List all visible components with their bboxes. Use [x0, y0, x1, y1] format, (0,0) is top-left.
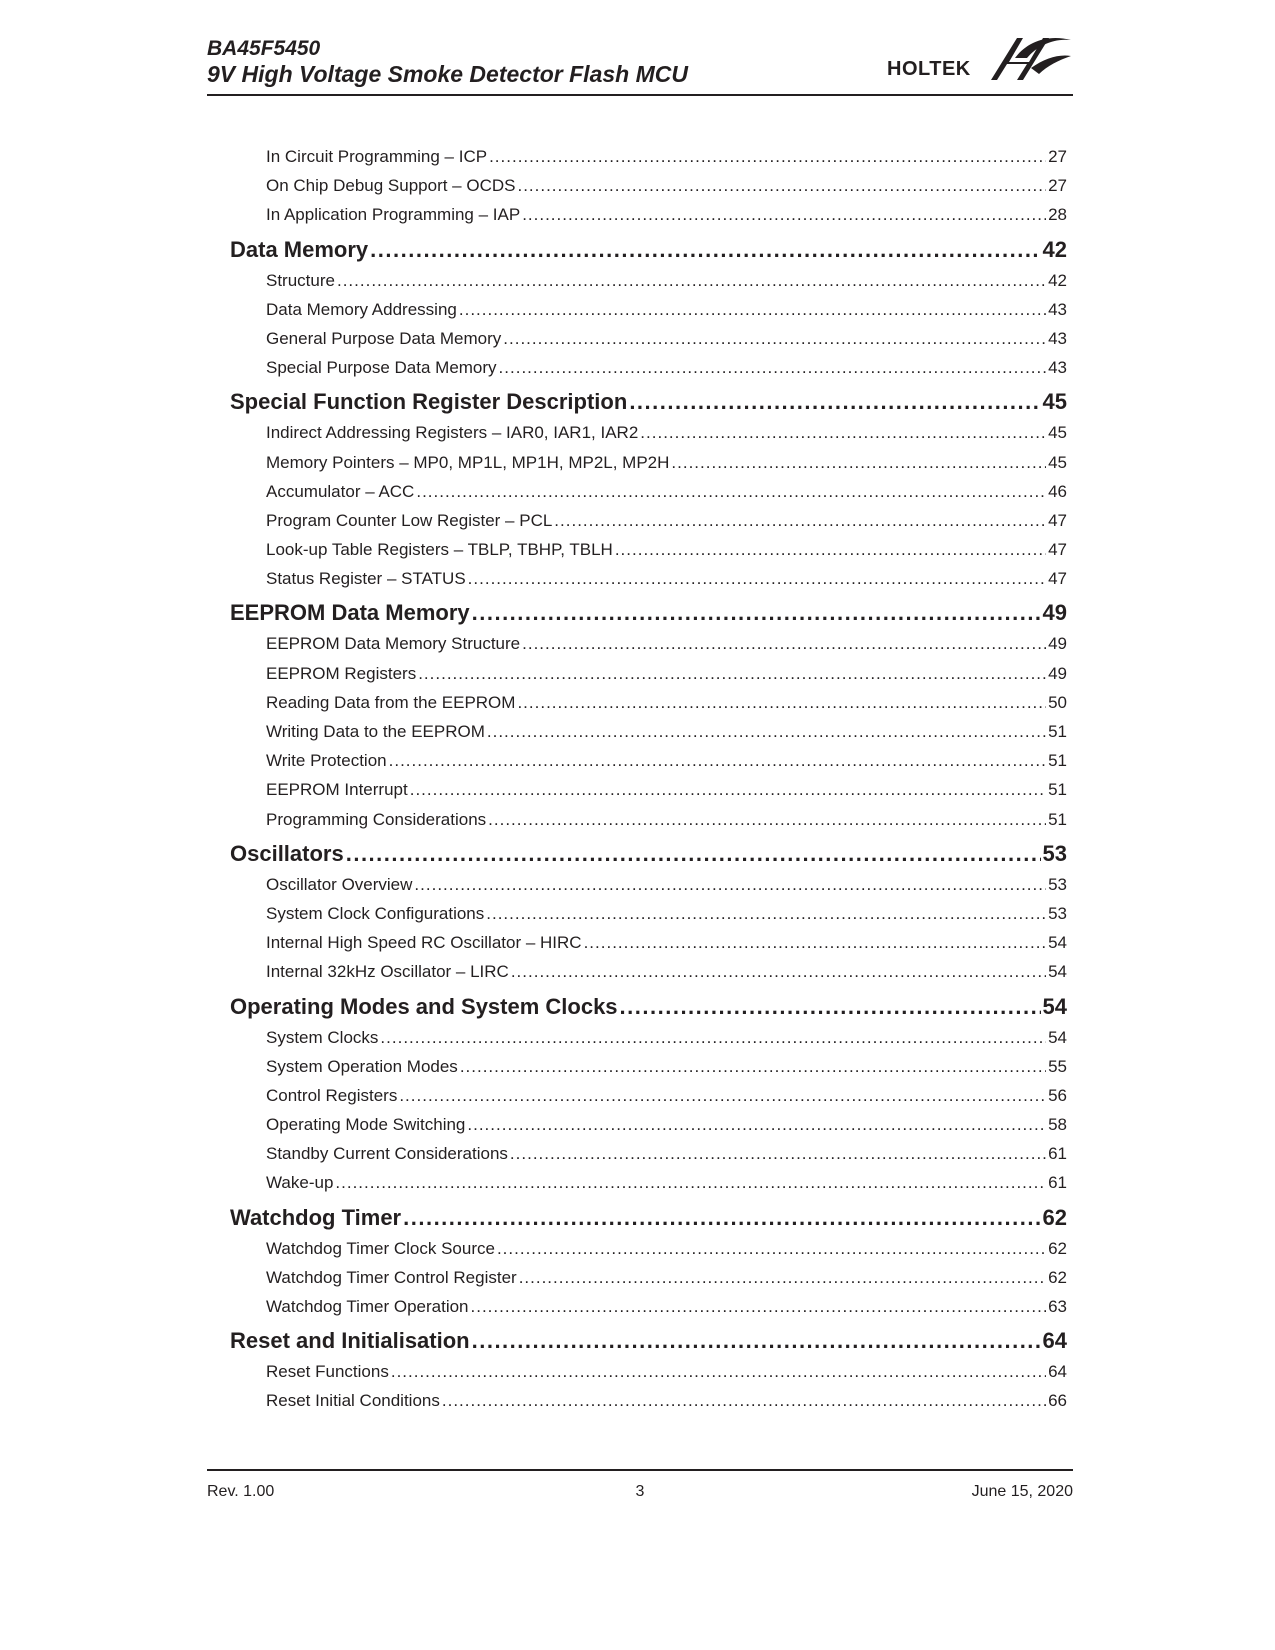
toc-entry[interactable]: [230, 1386, 1067, 1415]
toc-entry-label: Oscillator Overview: [266, 874, 413, 894]
dot-leader: [522, 629, 1046, 658]
dot-leader: [471, 1292, 1047, 1321]
toc-entry-label: Indirect Addressing Registers – IAR0, IAR1, IAR2: [266, 423, 639, 443]
doc-subtitle: 9V High Voltage Smoke Detector Flash MCU: [207, 61, 688, 87]
toc-section-heading[interactable]: [230, 1325, 1067, 1357]
toc-entry-page: 51: [1048, 751, 1067, 771]
dot-leader: [511, 957, 1046, 986]
dot-leader: [487, 717, 1046, 746]
toc-entry-page: 50: [1048, 692, 1067, 712]
toc-entry[interactable]: [230, 717, 1067, 746]
toc-entry[interactable]: [230, 324, 1067, 353]
dot-leader: [488, 805, 1046, 834]
toc-entry-page: 45: [1048, 423, 1067, 443]
toc-entry-page: 61: [1048, 1173, 1067, 1193]
toc-entry[interactable]: [230, 564, 1067, 593]
dot-leader: [472, 597, 1041, 629]
dot-leader: [519, 1263, 1046, 1292]
toc-entry-page: 27: [1048, 147, 1067, 166]
toc-entry-page: 43: [1048, 328, 1067, 348]
page-header: [207, 36, 1073, 96]
toc-entry[interactable]: [230, 506, 1067, 535]
toc-entry-label: Internal 32kHz Oscillator – LIRC: [266, 962, 509, 982]
toc-entry-page: 51: [1048, 809, 1067, 829]
toc-section: [230, 597, 1067, 833]
dot-leader: [584, 928, 1047, 957]
toc-entry-page: 64: [1048, 1362, 1067, 1382]
dot-leader: [403, 1202, 1040, 1234]
toc-section-heading[interactable]: [230, 838, 1067, 870]
toc-entry-page: 61: [1048, 1144, 1067, 1164]
dot-leader: [389, 746, 1046, 775]
toc-entry[interactable]: [230, 870, 1067, 899]
toc-entry-label: Writing Data to the EEPROM: [266, 722, 485, 741]
toc-section-heading-page: 42: [1042, 236, 1067, 262]
toc-entry[interactable]: [230, 805, 1067, 834]
toc-entry-label: System Clock Configurations: [266, 903, 485, 923]
toc-entry-page: 54: [1048, 1027, 1067, 1047]
holtek-wings-icon: [987, 28, 1073, 86]
toc-entry-label: Accumulator – ACC: [266, 481, 415, 501]
doc-title: BA45F5450: [207, 37, 321, 60]
toc-entry[interactable]: [230, 448, 1067, 477]
dot-leader: [640, 418, 1046, 447]
toc-entry[interactable]: [230, 1234, 1067, 1263]
toc-entry-label: Reset Initial Conditions: [266, 1391, 440, 1411]
toc-entry-page: 42: [1048, 270, 1067, 290]
dot-leader: [442, 1386, 1046, 1415]
page-number: 3: [635, 1483, 645, 1500]
dot-leader: [517, 688, 1046, 717]
toc-entry-page: 47: [1048, 510, 1067, 530]
dot-leader: [337, 266, 1046, 295]
toc-entry[interactable]: [230, 1023, 1067, 1052]
toc-entry[interactable]: [230, 1357, 1067, 1386]
toc-entry-label: Special Purpose Data Memory: [266, 358, 497, 378]
toc-entry-page: 45: [1048, 452, 1067, 472]
logo-text: HOLTEK: [887, 58, 971, 80]
toc-section-heading[interactable]: [230, 386, 1067, 418]
toc-entry-label: Program Counter Low Register – PCL: [266, 510, 553, 530]
dot-leader: [414, 870, 1046, 899]
toc-entry-label: On Chip Debug Support – OCDS: [266, 176, 516, 196]
toc-entry[interactable]: [230, 1052, 1067, 1081]
toc-entry[interactable]: [230, 746, 1067, 775]
toc-section-heading-page: 53: [1042, 840, 1067, 866]
toc-entry-page: 47: [1048, 569, 1067, 589]
toc-entry-label: Wake-up: [266, 1173, 334, 1193]
toc-entry-page: 43: [1048, 299, 1067, 319]
dot-leader: [335, 1168, 1046, 1197]
toc-entry-page: 62: [1048, 1267, 1067, 1287]
toc-entry-label: System Operation Modes: [266, 1056, 458, 1076]
toc-section: [230, 991, 1067, 1198]
toc-section-heading-label: Oscillators: [230, 840, 344, 866]
toc-section-heading-page: 54: [1042, 993, 1067, 1019]
toc-section: [230, 838, 1067, 987]
toc-section: [230, 1325, 1067, 1415]
toc-entry-label: In Application Programming – IAP: [266, 205, 521, 225]
toc-entry-label: Data Memory Addressing: [266, 299, 457, 319]
dot-leader: [399, 1081, 1046, 1110]
toc-entry-label: Memory Pointers – MP0, MP1L, MP1H, MP2L, MP2H: [266, 452, 670, 472]
table-of-contents: [230, 142, 1067, 1420]
toc-entry[interactable]: [230, 142, 1067, 171]
dot-leader: [410, 775, 1046, 804]
dot-leader: [391, 1357, 1046, 1386]
toc-entry-label: Structure: [266, 270, 335, 290]
toc-entry[interactable]: [230, 688, 1067, 717]
toc-entry-label: Watchdog Timer Operation: [266, 1297, 469, 1316]
toc-entry-label: Watchdog Timer Clock Source: [266, 1238, 495, 1258]
toc-section-heading-label: EEPROM Data Memory: [230, 600, 470, 626]
toc-entry-label: EEPROM Registers: [266, 663, 417, 683]
toc-section-heading-label: Reset and Initialisation: [230, 1328, 470, 1354]
dot-leader: [629, 386, 1040, 418]
toc-entry-page: 51: [1048, 780, 1067, 800]
toc-entry[interactable]: [230, 1292, 1067, 1321]
toc-section-heading-label: Watchdog Timer: [230, 1204, 402, 1230]
dot-leader: [510, 1139, 1046, 1168]
toc-entry[interactable]: [230, 200, 1067, 229]
toc-entry[interactable]: [230, 629, 1067, 658]
toc-entry-page: 66: [1048, 1391, 1067, 1411]
dot-leader: [460, 1052, 1046, 1081]
toc-entry[interactable]: [230, 1263, 1067, 1292]
toc-entry-label: General Purpose Data Memory: [266, 328, 502, 348]
toc-entry[interactable]: [230, 418, 1067, 447]
revision: Rev. 1.00: [207, 1483, 275, 1500]
toc-section: [230, 386, 1067, 593]
toc-entry-label: Look-up Table Registers – TBLP, TBHP, TBLH: [266, 540, 613, 560]
dot-leader: [671, 448, 1046, 477]
toc-entry[interactable]: [230, 899, 1067, 928]
toc-entry[interactable]: [230, 1168, 1067, 1197]
toc-entry-label: EEPROM Interrupt: [266, 780, 408, 800]
publish-date: June 15, 2020: [971, 1483, 1073, 1500]
toc-section-heading[interactable]: [230, 597, 1067, 629]
toc-entry-label: Reading Data from the EEPROM: [266, 692, 516, 712]
toc-entry[interactable]: [230, 928, 1067, 957]
toc-entry[interactable]: [230, 1081, 1067, 1110]
dot-leader: [416, 477, 1046, 506]
toc-intro-group: [230, 142, 1067, 230]
toc-entry-label: Internal High Speed RC Oscillator – HIRC: [266, 933, 582, 953]
toc-entry[interactable]: [230, 1139, 1067, 1168]
toc-entry-label: Operating Mode Switching: [266, 1115, 466, 1135]
toc-section-heading-page: 45: [1042, 389, 1067, 415]
footer-divider: [207, 1469, 1073, 1471]
toc-entry-label: Standby Current Considerations: [266, 1144, 508, 1164]
holtek-logo: [887, 28, 1073, 86]
dot-leader: [370, 234, 1040, 266]
toc-entry-page: 63: [1048, 1297, 1067, 1316]
dot-leader: [489, 142, 1046, 171]
toc-entry[interactable]: [230, 957, 1067, 986]
dot-leader: [497, 1234, 1046, 1263]
dot-leader: [467, 1110, 1046, 1139]
toc-entry-page: 56: [1048, 1085, 1067, 1105]
toc-entry[interactable]: [230, 266, 1067, 295]
toc-section-heading[interactable]: [230, 1202, 1067, 1234]
dot-leader: [499, 353, 1047, 382]
dot-leader: [620, 991, 1041, 1023]
toc-entry[interactable]: [230, 1110, 1067, 1139]
toc-entry-page: 54: [1048, 933, 1067, 953]
toc-entry[interactable]: [230, 535, 1067, 564]
toc-entry[interactable]: [230, 295, 1067, 324]
dot-leader: [459, 295, 1046, 324]
dot-leader: [472, 1325, 1041, 1357]
toc-entry-page: 43: [1048, 358, 1067, 378]
toc-entry-page: 27: [1048, 176, 1067, 196]
toc-entry-label: Status Register – STATUS: [266, 569, 466, 589]
toc-section: [230, 234, 1067, 383]
toc-entry-page: 62: [1048, 1238, 1067, 1258]
toc-entry-page: 58: [1048, 1115, 1067, 1135]
header-divider: [207, 94, 1073, 96]
dot-leader: [615, 535, 1046, 564]
toc-entry-page: 53: [1048, 874, 1067, 894]
toc-section-heading[interactable]: [230, 991, 1067, 1023]
toc-section-heading-label: Special Function Register Description: [230, 389, 628, 415]
dot-leader: [503, 324, 1046, 353]
dot-leader: [380, 1023, 1046, 1052]
dot-leader: [522, 200, 1046, 229]
dot-leader: [517, 171, 1046, 200]
toc-entry-label: Write Protection: [266, 751, 387, 771]
dot-leader: [468, 564, 1046, 593]
toc-entry-page: 54: [1048, 962, 1067, 982]
toc-entry[interactable]: [230, 353, 1067, 382]
toc-entry[interactable]: [230, 775, 1067, 804]
toc-section-heading-label: Operating Modes and System Clocks: [230, 993, 618, 1019]
toc-entry-page: 49: [1048, 634, 1067, 654]
toc-entry-page: 28: [1048, 205, 1067, 225]
toc-section-heading-page: 64: [1042, 1328, 1067, 1354]
toc-entry[interactable]: [230, 171, 1067, 200]
toc-entry-page: 55: [1048, 1056, 1067, 1076]
toc-entry-label: In Circuit Programming – ICP: [266, 147, 488, 166]
page-footer: [207, 1482, 1073, 1506]
toc-section-heading-page: 62: [1042, 1204, 1067, 1230]
toc-entry[interactable]: [230, 477, 1067, 506]
dot-leader: [346, 838, 1041, 870]
toc-section-heading-label: Data Memory: [230, 236, 369, 262]
toc-entry-page: 51: [1048, 722, 1067, 741]
toc-entry-label: Reset Functions: [266, 1362, 389, 1382]
toc-entry[interactable]: [230, 659, 1067, 688]
toc-entry-label: EEPROM Data Memory Structure: [266, 634, 521, 654]
dot-leader: [554, 506, 1046, 535]
toc-entry-page: 49: [1048, 663, 1067, 683]
toc-entry-page: 47: [1048, 540, 1067, 560]
toc-entry-label: System Clocks: [266, 1027, 379, 1047]
toc-entry-label: Control Registers: [266, 1085, 398, 1105]
dot-leader: [418, 659, 1046, 688]
toc-entry-page: 46: [1048, 481, 1067, 501]
toc-section-heading[interactable]: [230, 234, 1067, 266]
toc-entry-label: Watchdog Timer Control Register: [266, 1267, 517, 1287]
toc-entry-page: 53: [1048, 903, 1067, 923]
toc-section-heading-page: 49: [1042, 600, 1067, 626]
toc-section: [230, 1202, 1067, 1322]
toc-entry-label: Programming Considerations: [266, 809, 487, 829]
dot-leader: [486, 899, 1046, 928]
